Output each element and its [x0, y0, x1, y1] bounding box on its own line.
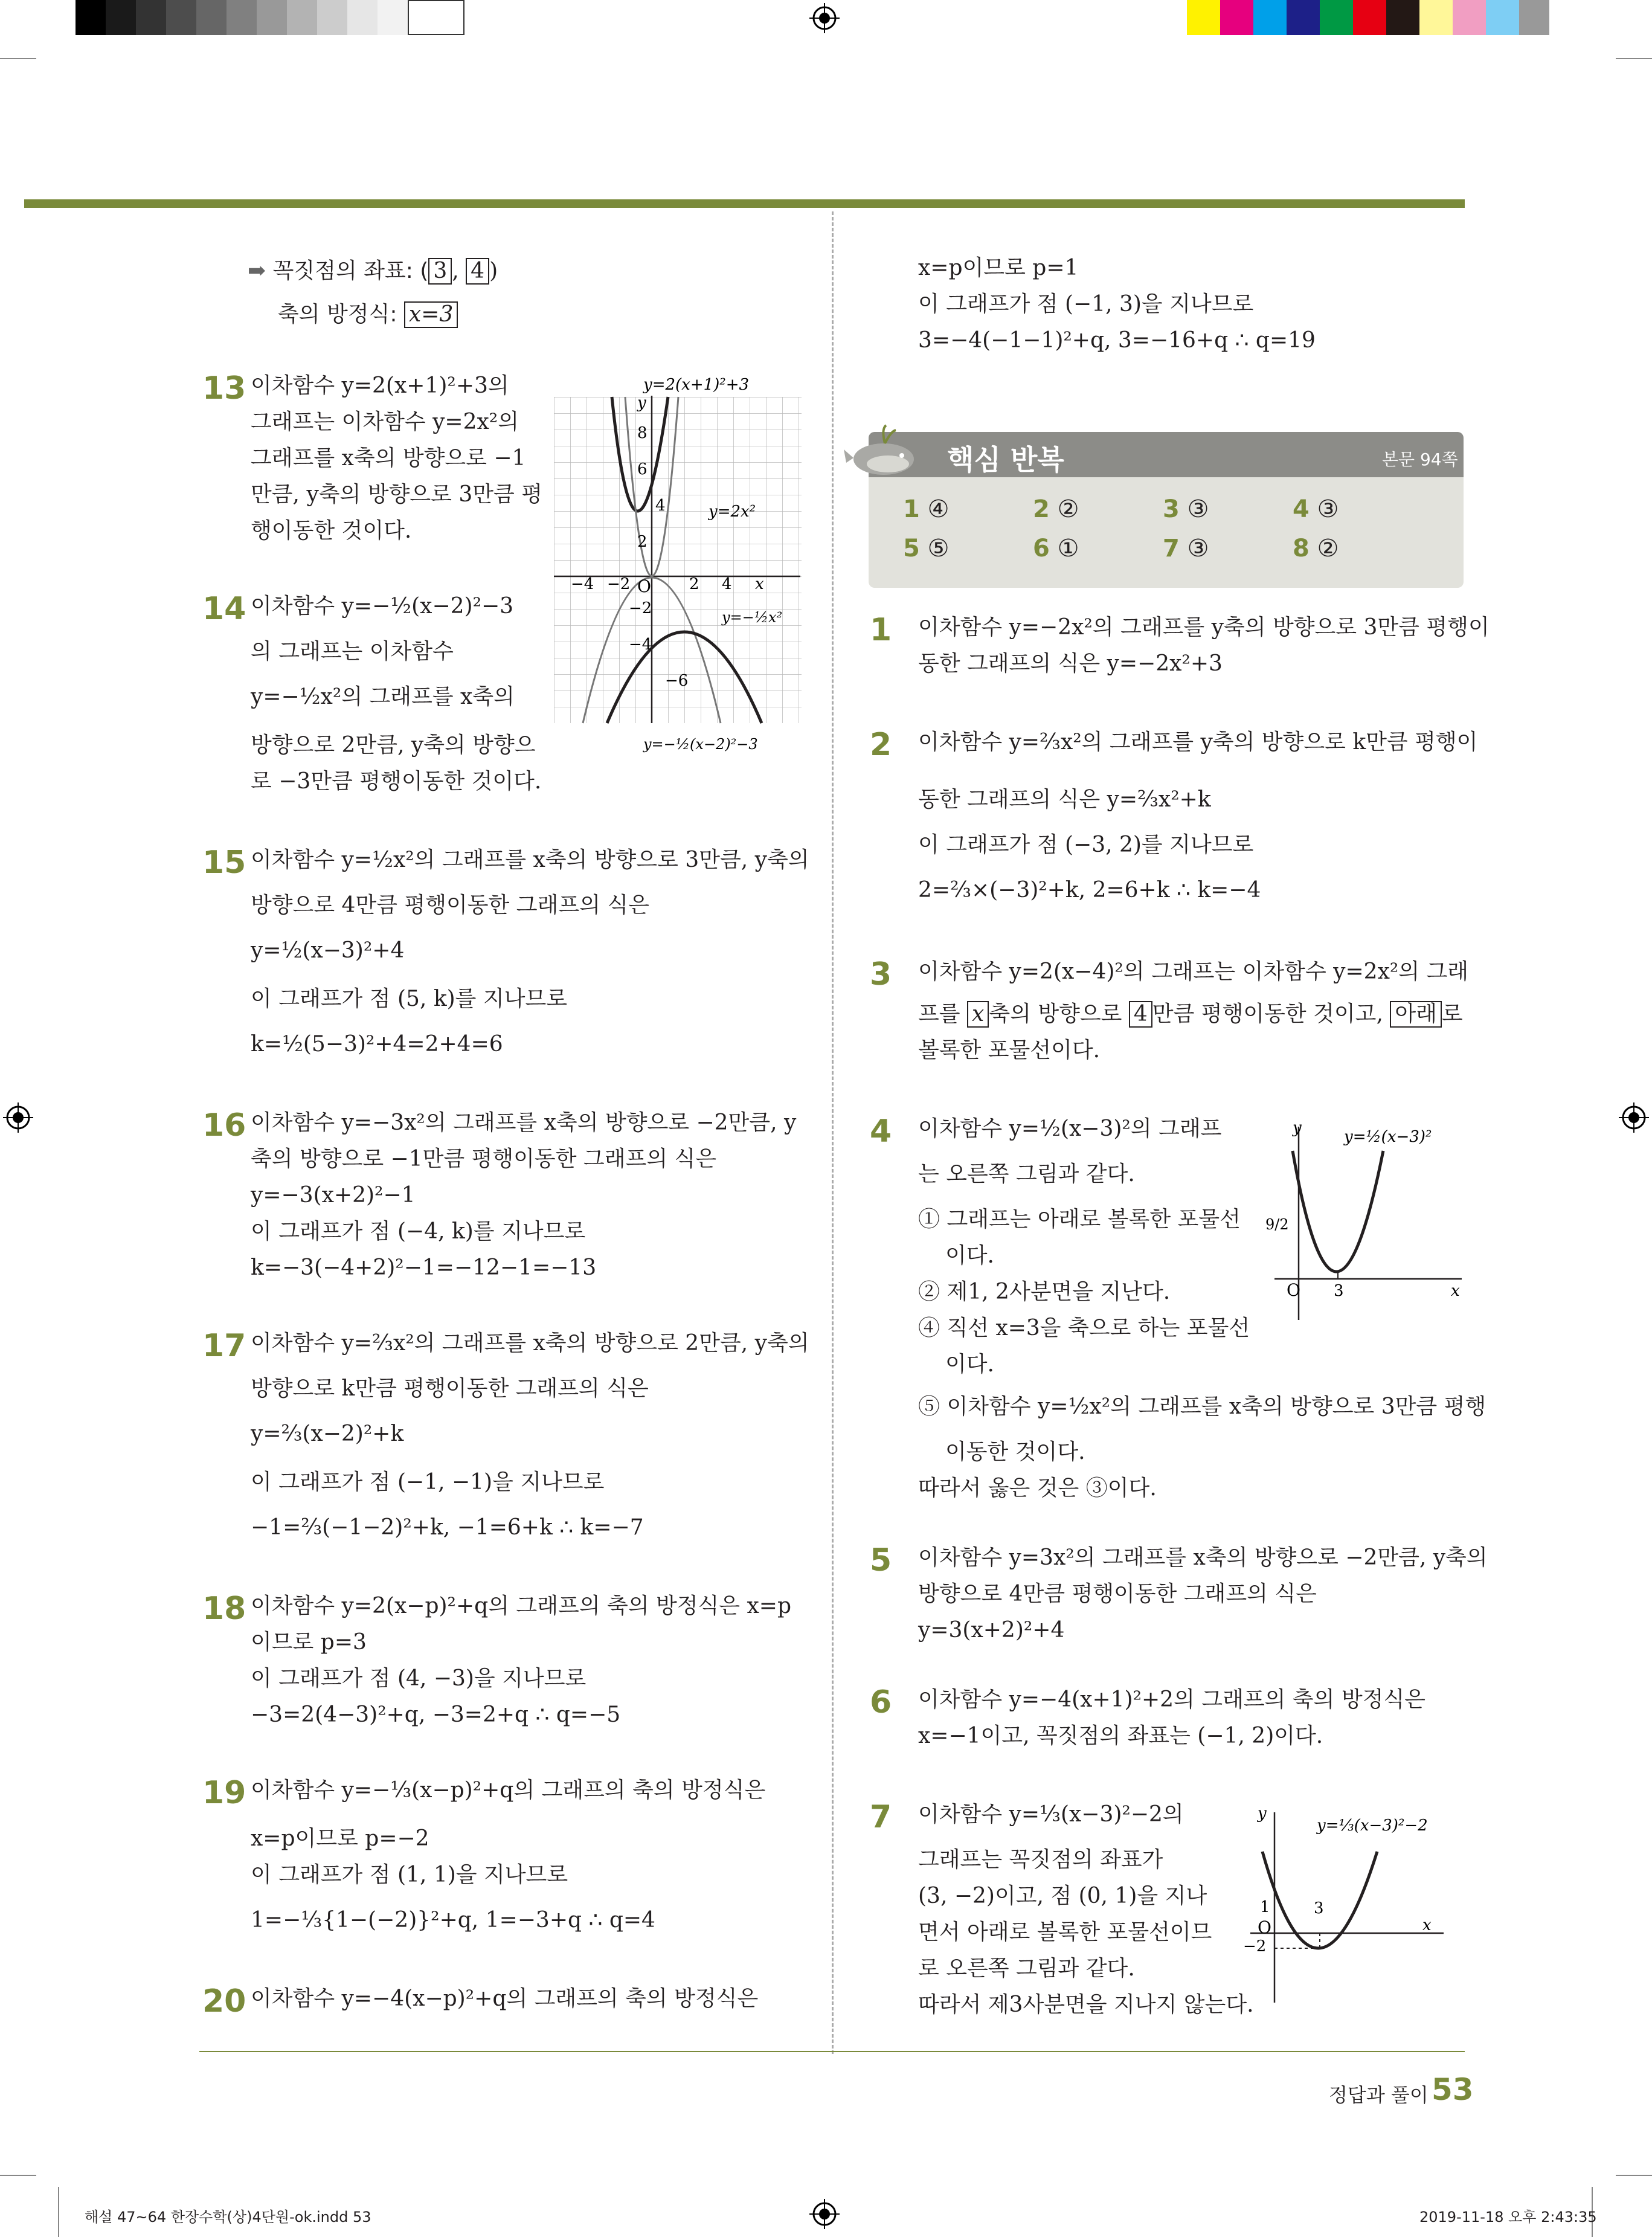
- problem-number: 13: [202, 370, 246, 407]
- y-axis-label: y: [1258, 1804, 1267, 1823]
- column-divider: [832, 211, 834, 2054]
- registration-mark-left: [3, 1102, 33, 1133]
- graph-label: y=−½(x−2)²−3: [643, 736, 758, 753]
- problem-number: 19: [202, 1775, 246, 1811]
- x-axis-label: x: [1422, 1916, 1432, 1934]
- core-review-title: 핵심 반복: [947, 443, 1064, 476]
- core-review-ref: 본문 94쪽: [1382, 449, 1458, 469]
- problem-number: 20: [202, 1983, 246, 2020]
- registration-mark-top: [809, 3, 840, 33]
- y-axis-label: y: [637, 394, 646, 412]
- tick-label: 2: [689, 575, 699, 593]
- tick-label: O: [637, 576, 651, 596]
- crop-line: [0, 2175, 36, 2176]
- tick-label: 1: [1260, 1898, 1270, 1916]
- problem-number: 6: [870, 1684, 892, 1720]
- page-number: 53: [1432, 2072, 1474, 2107]
- top-rule: [24, 199, 1465, 208]
- tick-label: −4: [571, 575, 594, 593]
- registration-mark-right: [1619, 1102, 1649, 1133]
- bottom-rule: [199, 2051, 1465, 2052]
- arrow-icon: ➡: [248, 259, 266, 283]
- tick-label: −2: [607, 575, 631, 593]
- graph-question-7: [1238, 1803, 1468, 2009]
- tick-label: 4: [655, 497, 666, 515]
- graph-label: y=2x²: [709, 503, 756, 521]
- tick-label: 6: [637, 460, 648, 478]
- tick-label: −2: [629, 599, 652, 617]
- graph-label: y=½(x−3)²: [1344, 1128, 1432, 1146]
- crop-line: [0, 58, 36, 59]
- file-info: 해설 47~64 한장수학(상)4단원-ok.indd 53: [85, 2209, 371, 2226]
- crop-line: [1616, 2175, 1652, 2176]
- tick-label: 8: [637, 424, 648, 442]
- intro-vertex: ➡ 꼭짓점의 좌표: ( 3 , 4 ): [248, 259, 498, 283]
- problem-number: 14: [202, 591, 246, 627]
- x-axis-label: x: [1451, 1282, 1460, 1300]
- tick-label: 3: [1314, 1899, 1324, 1917]
- problem-number: 15: [202, 845, 246, 881]
- tick-label: −4: [629, 636, 652, 654]
- tick-label: −2: [1243, 1937, 1267, 1955]
- registration-mark-bottom: [809, 2199, 840, 2229]
- graph-question-4: [1262, 1115, 1468, 1326]
- crop-line: [1616, 58, 1652, 59]
- problem-number: 7: [870, 1799, 892, 1835]
- intro-axis: 축의 방정식: x=3: [278, 300, 458, 329]
- whale-icon: [843, 423, 921, 483]
- graph-label: y=−½x²: [722, 609, 783, 626]
- timestamp: 2019-11-18 오후 2:43:35: [1419, 2209, 1597, 2226]
- crop-line: [58, 2187, 59, 2237]
- problem-number: 18: [202, 1591, 246, 1627]
- problem-number: 3: [870, 956, 892, 993]
- graph-problem-13-14: [547, 372, 803, 758]
- tick-label: 4: [722, 575, 732, 593]
- problem-number: 16: [202, 1107, 246, 1144]
- graph-label: y=⅓(x−3)²−2: [1317, 1817, 1428, 1835]
- problem-number: 2: [870, 727, 892, 763]
- tick-label: 2: [637, 533, 648, 551]
- graph-label: y=2(x+1)²+3: [643, 376, 750, 394]
- tick-label: 3: [1334, 1282, 1344, 1300]
- tick-label: 9/2: [1265, 1216, 1289, 1233]
- problem-number: 17: [202, 1328, 246, 1364]
- origin-label: O: [1287, 1280, 1300, 1300]
- tick-label: x: [755, 575, 764, 593]
- tick-label: −6: [665, 672, 689, 690]
- problem-number: 4: [870, 1113, 892, 1150]
- origin-label: O: [1258, 1917, 1271, 1937]
- problem-number: 1: [870, 612, 892, 648]
- page-label: 정답과 풀이: [1329, 2084, 1429, 2107]
- y-axis-label: y: [1293, 1119, 1302, 1137]
- problem-number: 5: [870, 1542, 892, 1579]
